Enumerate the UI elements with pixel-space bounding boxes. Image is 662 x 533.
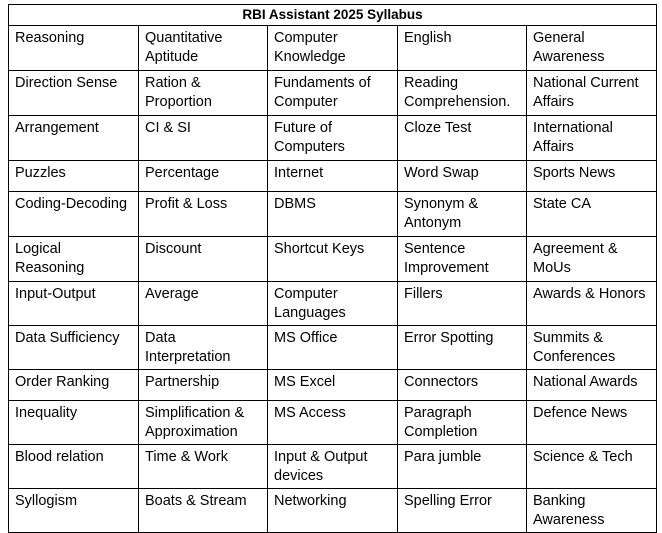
column-header-english: English bbox=[398, 26, 527, 71]
table-row bbox=[9, 192, 657, 237]
table-cell: Networking bbox=[268, 489, 398, 533]
table-cell: Input & Output devices bbox=[268, 445, 398, 489]
table-cell: Input-Output bbox=[9, 282, 139, 326]
table-cell: Summits & Conferences bbox=[527, 326, 657, 370]
table-cell: Fillers bbox=[398, 282, 527, 326]
column-header-quantitative-aptitude: Quantitative Aptitude bbox=[139, 26, 268, 71]
table-cell: Connectors bbox=[398, 370, 527, 401]
table-cell: National Awards bbox=[527, 370, 657, 401]
table-cell: Internet bbox=[268, 161, 398, 192]
table-cell: Error Spotting bbox=[398, 326, 527, 370]
table-cell: Puzzles bbox=[9, 161, 139, 192]
table-row bbox=[9, 401, 657, 445]
table-cell: Para jumble bbox=[398, 445, 527, 489]
table-cell: Synonym & Antonym bbox=[398, 192, 527, 237]
syllabus-table-container bbox=[8, 4, 656, 533]
syllabus-table bbox=[8, 4, 657, 533]
column-header-computer-knowledge: Computer Knowledge bbox=[268, 26, 398, 71]
table-cell: Defence News bbox=[527, 401, 657, 445]
table-cell: Sentence Improvement bbox=[398, 237, 527, 282]
table-cell: Sports News bbox=[527, 161, 657, 192]
table-cell: Computer Languages bbox=[268, 282, 398, 326]
table-cell: Syllogism bbox=[9, 489, 139, 533]
table-cell: Cloze Test bbox=[398, 116, 527, 161]
table-cell: DBMS bbox=[268, 192, 398, 237]
table-cell: International Affairs bbox=[527, 116, 657, 161]
table-row bbox=[9, 445, 657, 489]
table-cell: CI & SI bbox=[139, 116, 268, 161]
table-cell: Fundaments of Computer bbox=[268, 71, 398, 116]
table-cell: Agreement & MoUs bbox=[527, 237, 657, 282]
table-cell: Percentage bbox=[139, 161, 268, 192]
table-cell: Time & Work bbox=[139, 445, 268, 489]
table-cell: Future of Computers bbox=[268, 116, 398, 161]
table-cell: Shortcut Keys bbox=[268, 237, 398, 282]
table-cell: Order Ranking bbox=[9, 370, 139, 401]
table-cell: Spelling Error bbox=[398, 489, 527, 533]
table-cell: MS Office bbox=[268, 326, 398, 370]
table-cell: MS Excel bbox=[268, 370, 398, 401]
table-cell: State CA bbox=[527, 192, 657, 237]
table-title: RBI Assistant 2025 Syllabus bbox=[9, 5, 657, 26]
table-row bbox=[9, 489, 657, 533]
table-cell: Average bbox=[139, 282, 268, 326]
table-row bbox=[9, 326, 657, 370]
table-cell: Boats & Stream bbox=[139, 489, 268, 533]
table-cell: Reading Comprehension. bbox=[398, 71, 527, 116]
table-row bbox=[9, 282, 657, 326]
table-cell: Inequality bbox=[9, 401, 139, 445]
title-row bbox=[9, 5, 657, 26]
table-cell: Paragraph Completion bbox=[398, 401, 527, 445]
table-cell: MS Access bbox=[268, 401, 398, 445]
table-cell: Blood relation bbox=[9, 445, 139, 489]
table-cell: Science & Tech bbox=[527, 445, 657, 489]
table-row bbox=[9, 71, 657, 116]
table-cell: Discount bbox=[139, 237, 268, 282]
table-row bbox=[9, 161, 657, 192]
table-cell: Coding-Decoding bbox=[9, 192, 139, 237]
table-row bbox=[9, 370, 657, 401]
table-row bbox=[9, 116, 657, 161]
table-cell: Ration & Proportion bbox=[139, 71, 268, 116]
table-cell: Awards & Honors bbox=[527, 282, 657, 326]
column-header-general-awareness: General Awareness bbox=[527, 26, 657, 71]
table-cell: Data Sufficiency bbox=[9, 326, 139, 370]
table-cell: Direction Sense bbox=[9, 71, 139, 116]
table-cell: National Current Affairs bbox=[527, 71, 657, 116]
table-cell: Logical Reasoning bbox=[9, 237, 139, 282]
table-cell: Banking Awareness bbox=[527, 489, 657, 533]
table-cell: Data Interpretation bbox=[139, 326, 268, 370]
table-row bbox=[9, 237, 657, 282]
table-cell: Arrangement bbox=[9, 116, 139, 161]
column-header-reasoning: Reasoning bbox=[9, 26, 139, 71]
table-cell: Word Swap bbox=[398, 161, 527, 192]
table-cell: Profit & Loss bbox=[139, 192, 268, 237]
table-cell: Simplification & Approximation bbox=[139, 401, 268, 445]
header-row bbox=[9, 26, 657, 71]
table-cell: Partnership bbox=[139, 370, 268, 401]
